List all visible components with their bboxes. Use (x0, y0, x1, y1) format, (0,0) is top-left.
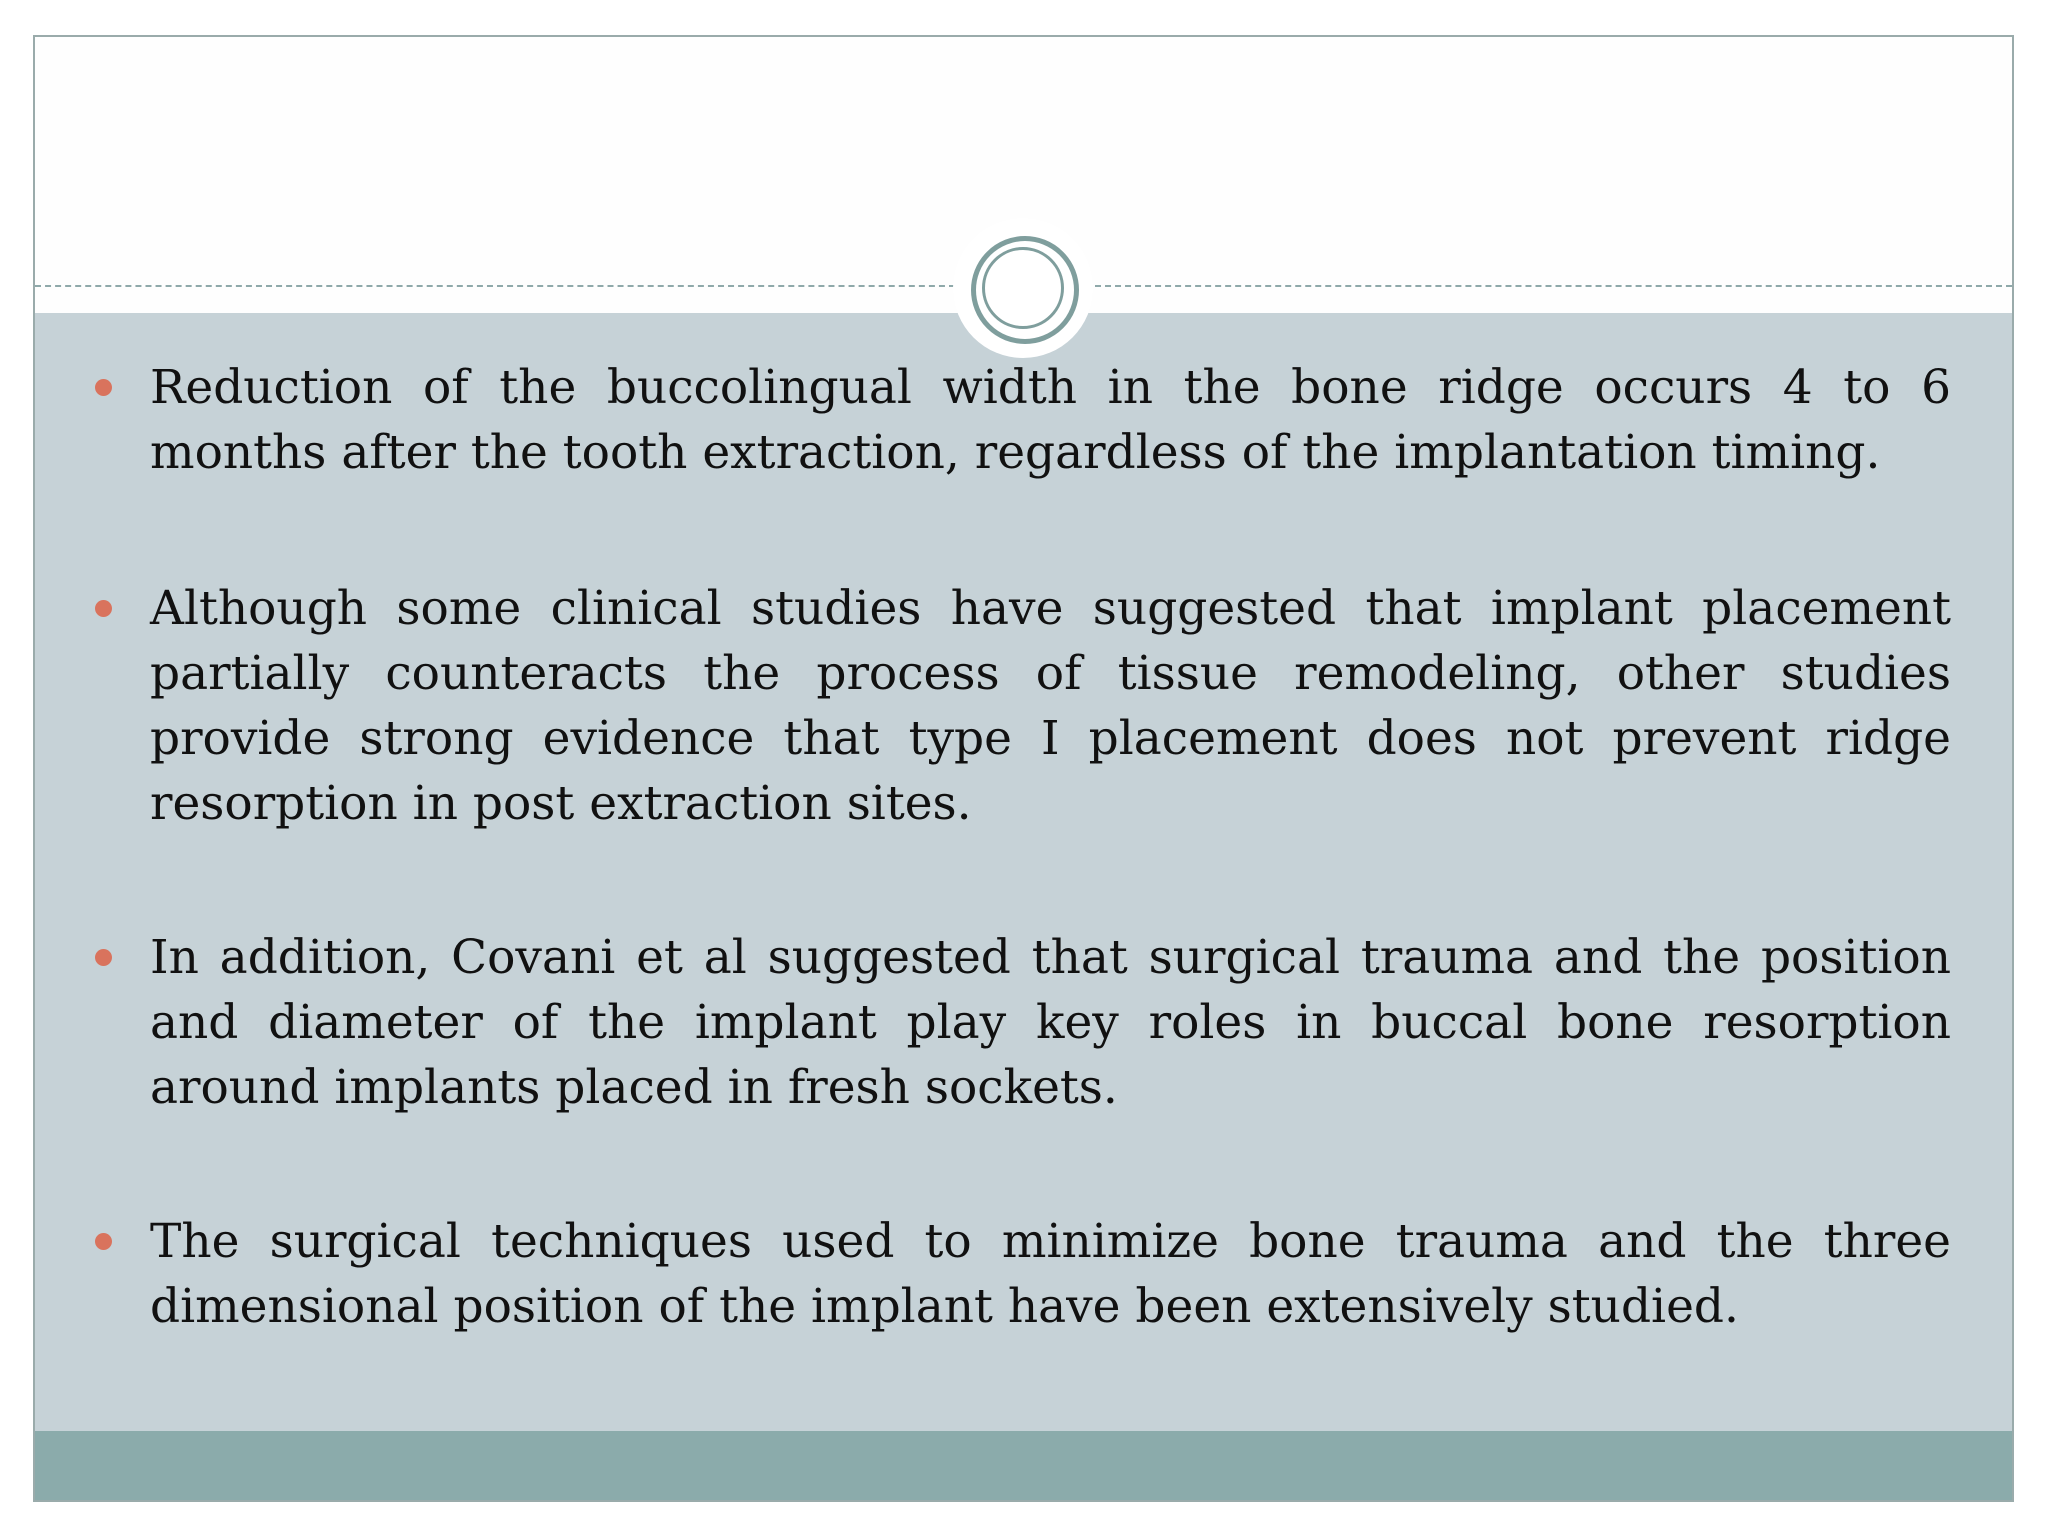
divider-line-right (1095, 285, 2012, 287)
bullet-dot-icon (95, 600, 112, 617)
bullet-item (150, 576, 1951, 836)
circle-ornament-icon (953, 218, 1093, 358)
ornament-inner-ring (982, 247, 1064, 329)
bullet-item (150, 355, 1951, 485)
bullet-item (150, 925, 1951, 1120)
bullet-dot-icon (95, 379, 112, 396)
bullet-dot-icon (95, 949, 112, 966)
divider-line-left (35, 285, 955, 287)
bullet-text: In addition, Covani et al suggested that surgical trauma and the position and diameter of the implant play key roles in buccal bone resorption around implants placed in fresh sockets. (150, 930, 1951, 1115)
bullet-item (150, 1209, 1951, 1339)
footer-bar (35, 1431, 2012, 1502)
bullet-text: Although some clinical studies have suggested that implant placement partially counteracts the process of tissue remodeling, other studies provide strong evidence that type I placement does not prevent ridge resorption in post extraction sites. (150, 581, 1951, 831)
slide (33, 35, 2014, 1502)
bullet-text: The surgical techniques used to minimize bone trauma and the three dimensional position of the implant have been extensively studied. (150, 1214, 1951, 1334)
bullet-text: Reduction of the buccolingual width in the bone ridge occurs 4 to 6 months after the tooth extraction, regardless of the implantation timing. (150, 360, 1951, 480)
bullet-dot-icon (95, 1233, 112, 1250)
